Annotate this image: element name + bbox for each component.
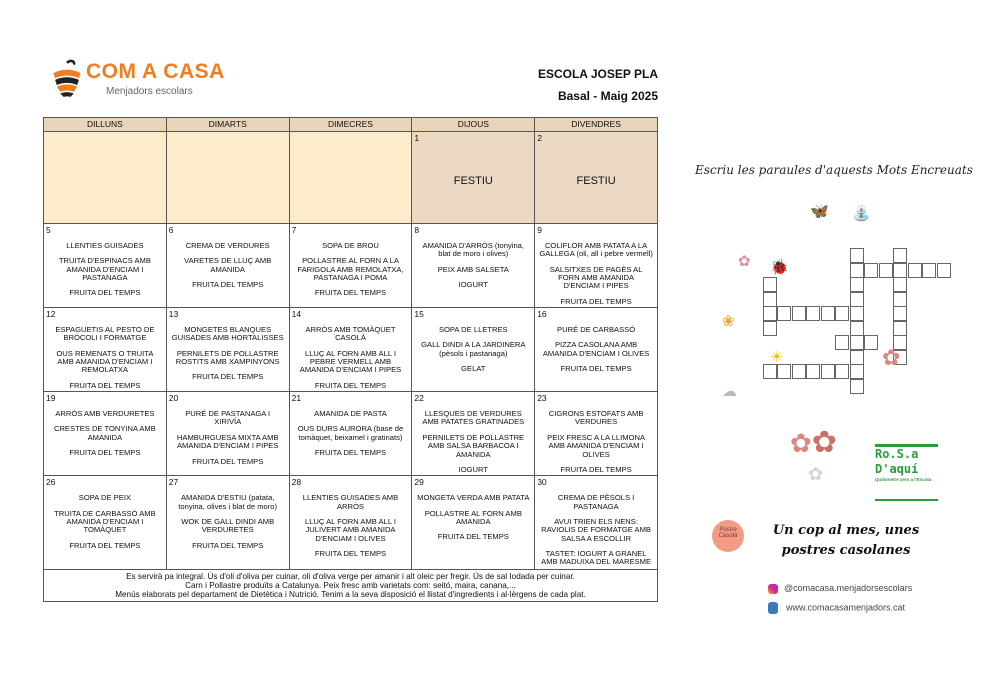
crossword-cell (763, 306, 777, 321)
crossword-cell (777, 306, 791, 321)
crossword-cell (922, 263, 936, 278)
dish: PERNILETS DE POLLASTRE ROSTITS AMB XAMPINYONS (175, 348, 280, 367)
crossword-cell (821, 306, 835, 321)
dish: CRESTES DE TONYINA AMB AMANIDA (53, 424, 156, 442)
flower-icon: ✿ (738, 253, 751, 270)
dish: LLENTIES GUISADES AMB ARRÒS (302, 493, 399, 511)
day-number: 5 (46, 225, 51, 235)
crossword-cell (908, 263, 922, 278)
day-cell (44, 132, 167, 224)
flowers-icon: ✿✿ ✿ (790, 426, 837, 484)
dish: LLESQUES DE VERDURES AMB PATATES GRATINADES (422, 409, 525, 427)
menu-period: Basal - Maig 2025 (557, 89, 658, 103)
dish: AMANIDA D'ESTIU (patata, tonyina, olives i blat de moro) (178, 493, 278, 511)
web-icon (768, 602, 778, 614)
day-number: 22 (414, 393, 424, 404)
dish: TRUITA DE CARBASSÓ AMB AMANIDA D'ENCIAM I TOMÀQUET (54, 508, 156, 535)
crossword-cell (850, 263, 864, 278)
dish: PERNILETS DE POLLASTRE AMB SALSA BARBACOA I AMANIDA (422, 432, 525, 459)
day-cell (412, 132, 535, 224)
dessert-slogan: Un cop al mes, unes postres casolanes (772, 523, 920, 558)
ladybug-icon: 🐞 (770, 259, 789, 276)
dish: GELAT (461, 364, 486, 374)
dish: MONGETA VERDA AMB PATATA (417, 493, 530, 503)
day-header-dilluns: DILLUNS (44, 118, 167, 132)
dish: SOPA DE LLETRES (438, 325, 508, 335)
crossword-cell (850, 248, 864, 263)
school-name: ESCOLA JOSEP PLA (537, 67, 658, 81)
dish: HAMBURGUESA MIXTA AMB AMANIDA D'ENCIAM I PIPES (176, 432, 279, 451)
crossword-cell (937, 263, 951, 278)
dish: OUS DURS AURORA (base de tomàquet, beixamel i gratinats) (297, 424, 404, 442)
dish: FRUITA DEL TEMPS (437, 532, 509, 542)
dish: PURÉ DE PASTANAGA I XIRIVÍA (185, 409, 271, 427)
holiday-label: FESTIU (453, 175, 493, 187)
dish: TRUITA D'ESPINACS AMB AMANIDA D'ENCIAM I PASTANAGA (58, 256, 151, 283)
crossword-cell (835, 335, 849, 350)
crossword-cell (850, 335, 864, 350)
dish: SOPA DE PEIX (78, 493, 131, 503)
dish: LLUÇ AL FORN AMB ALL I JULIVERT AMB AMANIDA D'ENCIAM I OLIVES (304, 516, 396, 543)
crossword-cell (763, 364, 777, 379)
dessert-badge-icon: Postre Casolà (712, 520, 744, 552)
day-number: 16 (537, 309, 547, 320)
day-cell (289, 224, 412, 308)
holiday-label: FESTIU (576, 175, 616, 187)
dish: FRUITA DEL TEMPS (192, 372, 264, 382)
day-cell (166, 224, 289, 308)
day-cell (412, 476, 535, 570)
dish: PURÉ DE CARBASSÓ (557, 325, 636, 335)
dish: AMANIDA DE PASTA (314, 409, 387, 419)
crossword-cell (893, 321, 907, 336)
crossword-cell (792, 364, 806, 379)
dish: FRUITA DEL TEMPS (69, 288, 141, 298)
day-number: 14 (291, 309, 302, 320)
dish: ESPAGUETIS AL PESTO DE BRÒCOLI I FORMATGE (55, 325, 155, 343)
day-cell (535, 308, 658, 392)
note-line: Carn i Pollastre produïts a Catalunya. Peix fresc amb varietats com: seitó, maira, canana,... (185, 581, 516, 591)
day-header-dimarts: DIMARTS (166, 118, 289, 132)
dish: FRUITA DEL TEMPS (560, 296, 632, 306)
day-cell (44, 308, 167, 392)
crossword-cell (850, 306, 864, 321)
dish: POLLASTRE AL FORN A LA FARIGOLA AMB REMOLATXA, PASTANAGA I POMA (297, 256, 404, 283)
day-number: 28 (291, 477, 302, 488)
day-cell (44, 392, 167, 476)
note-line: Menús elaborats pel departament de Dietètica i Nutrició. Tenim a la seva disposició el llistat d'ingredients i al·lèrgens de cada plat. (115, 590, 586, 600)
day-number: 8 (414, 225, 420, 235)
day-cell (535, 224, 658, 308)
day-number: 15 (414, 309, 424, 320)
day-cell (166, 392, 289, 476)
note-line: Es servirà pa integral. Ús d'oli d'oliva per cuinar, oli d'oliva verge per amanir i alt oleic per fregir. Ús de sal Iodada per cuinar. (126, 572, 575, 582)
brand-subtitle: Menjadors escolars (106, 86, 193, 97)
crossword-cell (777, 364, 791, 379)
km0-logo: Ro.S.a D'aquí Quilòmetre zero a l'Escola (875, 444, 938, 501)
instagram-icon (768, 584, 778, 594)
brand-name: COM A CASA (86, 60, 225, 83)
flowers-icon: ✿ (882, 345, 901, 370)
dish: FRUITA DEL TEMPS (314, 548, 387, 558)
day-cell (166, 308, 289, 392)
day-cell (412, 224, 535, 308)
day-number: 1 (414, 133, 420, 143)
dish: PEIX AMB SALSETA (437, 264, 509, 274)
crossword-cell (806, 306, 820, 321)
dish: CIGRONS ESTOFATS AMB VERDURES (548, 409, 644, 427)
website-link[interactable]: www.comacasamenjadors.cat (768, 602, 905, 614)
week-row (44, 224, 658, 308)
day-number: 13 (168, 309, 179, 320)
dish: SOPA DE BROU (322, 241, 379, 250)
dish: FRUITA DEL TEMPS (192, 540, 264, 550)
crossword-cell (893, 248, 907, 263)
dish: POLLASTRE AL FORN AMB AMANIDA (424, 508, 522, 526)
day-number: 27 (168, 477, 179, 488)
day-header-divendres: DIVENDRES (535, 118, 658, 132)
day-number: 23 (537, 393, 547, 404)
dish: WOK DE GALL DINDI AMB VERDURETES (181, 516, 275, 535)
crossword-cell (893, 292, 907, 307)
crossword-cell (763, 292, 777, 307)
day-cell (166, 132, 289, 224)
day-number: 9 (537, 225, 542, 235)
dish: LLENTIES GUISADES (66, 241, 144, 250)
dish: FRUITA DEL TEMPS (192, 280, 264, 290)
day-number: 6 (168, 225, 174, 235)
crossword-cell (835, 306, 849, 321)
dish: CREMA DE PÈSOLS I PASTANAGA (557, 493, 635, 511)
week-row (44, 132, 658, 224)
crossword-cell (850, 379, 864, 394)
dish: CREMA DE VERDURES (185, 241, 270, 250)
crossword-cell (879, 263, 893, 278)
day-cell (289, 476, 412, 570)
dish: FRUITA DEL TEMPS (69, 540, 141, 550)
week-row (44, 392, 658, 476)
dish: FRUITA DEL TEMPS (560, 464, 632, 474)
dish: AMANIDA D'ARRÒS (tonyina, blat de moro i olives) (422, 241, 525, 259)
day-cell (535, 476, 658, 570)
dish: PIZZA CASOLANA AMB AMANIDA D'ENCIAM I OLIVES (542, 340, 650, 358)
dish: FRUITA DEL TEMPS (314, 380, 387, 390)
butterfly-icon: 🦋 (810, 203, 829, 220)
crossword-title: Escriu les paraules d'aquests Mots Encreuats (695, 163, 973, 177)
dish: FRUITA DEL TEMPS (69, 448, 141, 458)
day-cell (44, 224, 167, 308)
dish: ARRÒS AMB TOMÀQUET CASOLÀ (305, 325, 396, 343)
week-row (44, 476, 658, 570)
day-cell (289, 308, 412, 392)
crossword-cell (893, 277, 907, 292)
crossword-cell (864, 263, 878, 278)
instagram-link[interactable]: @comacasa.menjadorsescolars (768, 583, 912, 594)
day-cell (535, 392, 658, 476)
crossword-cell (835, 364, 849, 379)
day-number: 12 (46, 309, 56, 320)
dish: AVUI TRIEN ELS NENS: RAVIOLIS DE FORMATGE AMB SALSA A ESCOLLIR (541, 516, 652, 543)
crossword-cell (763, 277, 777, 292)
dish: OUS REMENATS O TRUITA AMB AMANIDA D'ENCIAM I REMOLATXA (56, 348, 154, 375)
dish: VARETES DE LLUÇ AMB AMANIDA (184, 256, 272, 274)
day-number: 30 (537, 477, 547, 488)
com-a-casa-logo-icon (50, 58, 84, 100)
day-header-dimecres: DIMECRES (289, 118, 412, 132)
day-number: 2 (537, 133, 542, 143)
day-cell (44, 476, 167, 570)
dish: LLUÇ AL FORN AMB ALL I PEBRE VERMELL AMB AMANIDA D'ENCIAM I PIPES (299, 348, 402, 375)
dish: PEIX FRESC A LA LLIMONA AMB AMANIDA D'ENCIAM I OLIVES (547, 432, 646, 459)
crossword-cell (821, 364, 835, 379)
day-cell (412, 392, 535, 476)
day-number: 20 (168, 393, 179, 404)
day-cell (535, 132, 658, 224)
crossword-cell (806, 364, 820, 379)
dish: GALL DINDI A LA JARDINERA (pèsols i pastanaga) (421, 340, 526, 358)
dish: IOGURT (458, 280, 488, 290)
crossword-cell (850, 321, 864, 336)
dish: SALSITXES DE PAGÈS AL FORN AMB AMANIDA D'ENCIAM I PIPES (549, 264, 643, 291)
dish: FRUITA DEL TEMPS (69, 380, 141, 390)
cloud-icon: ☁ (722, 383, 737, 400)
crossword-cell (850, 350, 864, 365)
dish: TASTET: IOGURT A GRANEL AMB MADUIXA DEL MARESME (541, 548, 652, 567)
watering-can-icon: ⛲ (852, 205, 871, 222)
sun-icon: ☀ (770, 349, 784, 366)
crossword-cell (893, 263, 907, 278)
dish: IOGURT (458, 464, 488, 474)
crossword-cell (864, 335, 878, 350)
dish: FRUITA DEL TEMPS (314, 288, 387, 298)
day-cell (289, 392, 412, 476)
crossword-cell (763, 321, 777, 336)
menu-notes (44, 570, 658, 602)
dish: ARRÒS AMB VERDURETES (55, 409, 155, 419)
week-row (44, 308, 658, 392)
day-number: 7 (291, 225, 297, 235)
crossword-cell (850, 277, 864, 292)
scarecrow-icon: ❀ (722, 313, 735, 330)
crossword-grid (700, 200, 940, 420)
crossword-cell (792, 306, 806, 321)
dish: FRUITA DEL TEMPS (192, 456, 264, 466)
day-header-dijous: DIJOUS (412, 118, 535, 132)
crossword-cell (850, 292, 864, 307)
crossword-cell (850, 364, 864, 379)
dish: COLIFLOR AMB PATATA A LA GALLEGA (oli, all i pebre vermell) (539, 241, 653, 259)
day-cell (289, 132, 412, 224)
day-number: 19 (46, 393, 56, 404)
menu-calendar (43, 117, 658, 602)
dish: MONGETES BLANQUES GUISADES AMB HORTALISSES (171, 325, 284, 343)
day-cell (412, 308, 535, 392)
dish: FRUITA DEL TEMPS (314, 448, 387, 458)
day-number: 26 (46, 477, 56, 488)
day-cell (166, 476, 289, 570)
crossword-cell (893, 306, 907, 321)
day-number: 21 (291, 393, 302, 404)
dish: FRUITA DEL TEMPS (560, 364, 632, 374)
day-number: 29 (414, 477, 424, 488)
